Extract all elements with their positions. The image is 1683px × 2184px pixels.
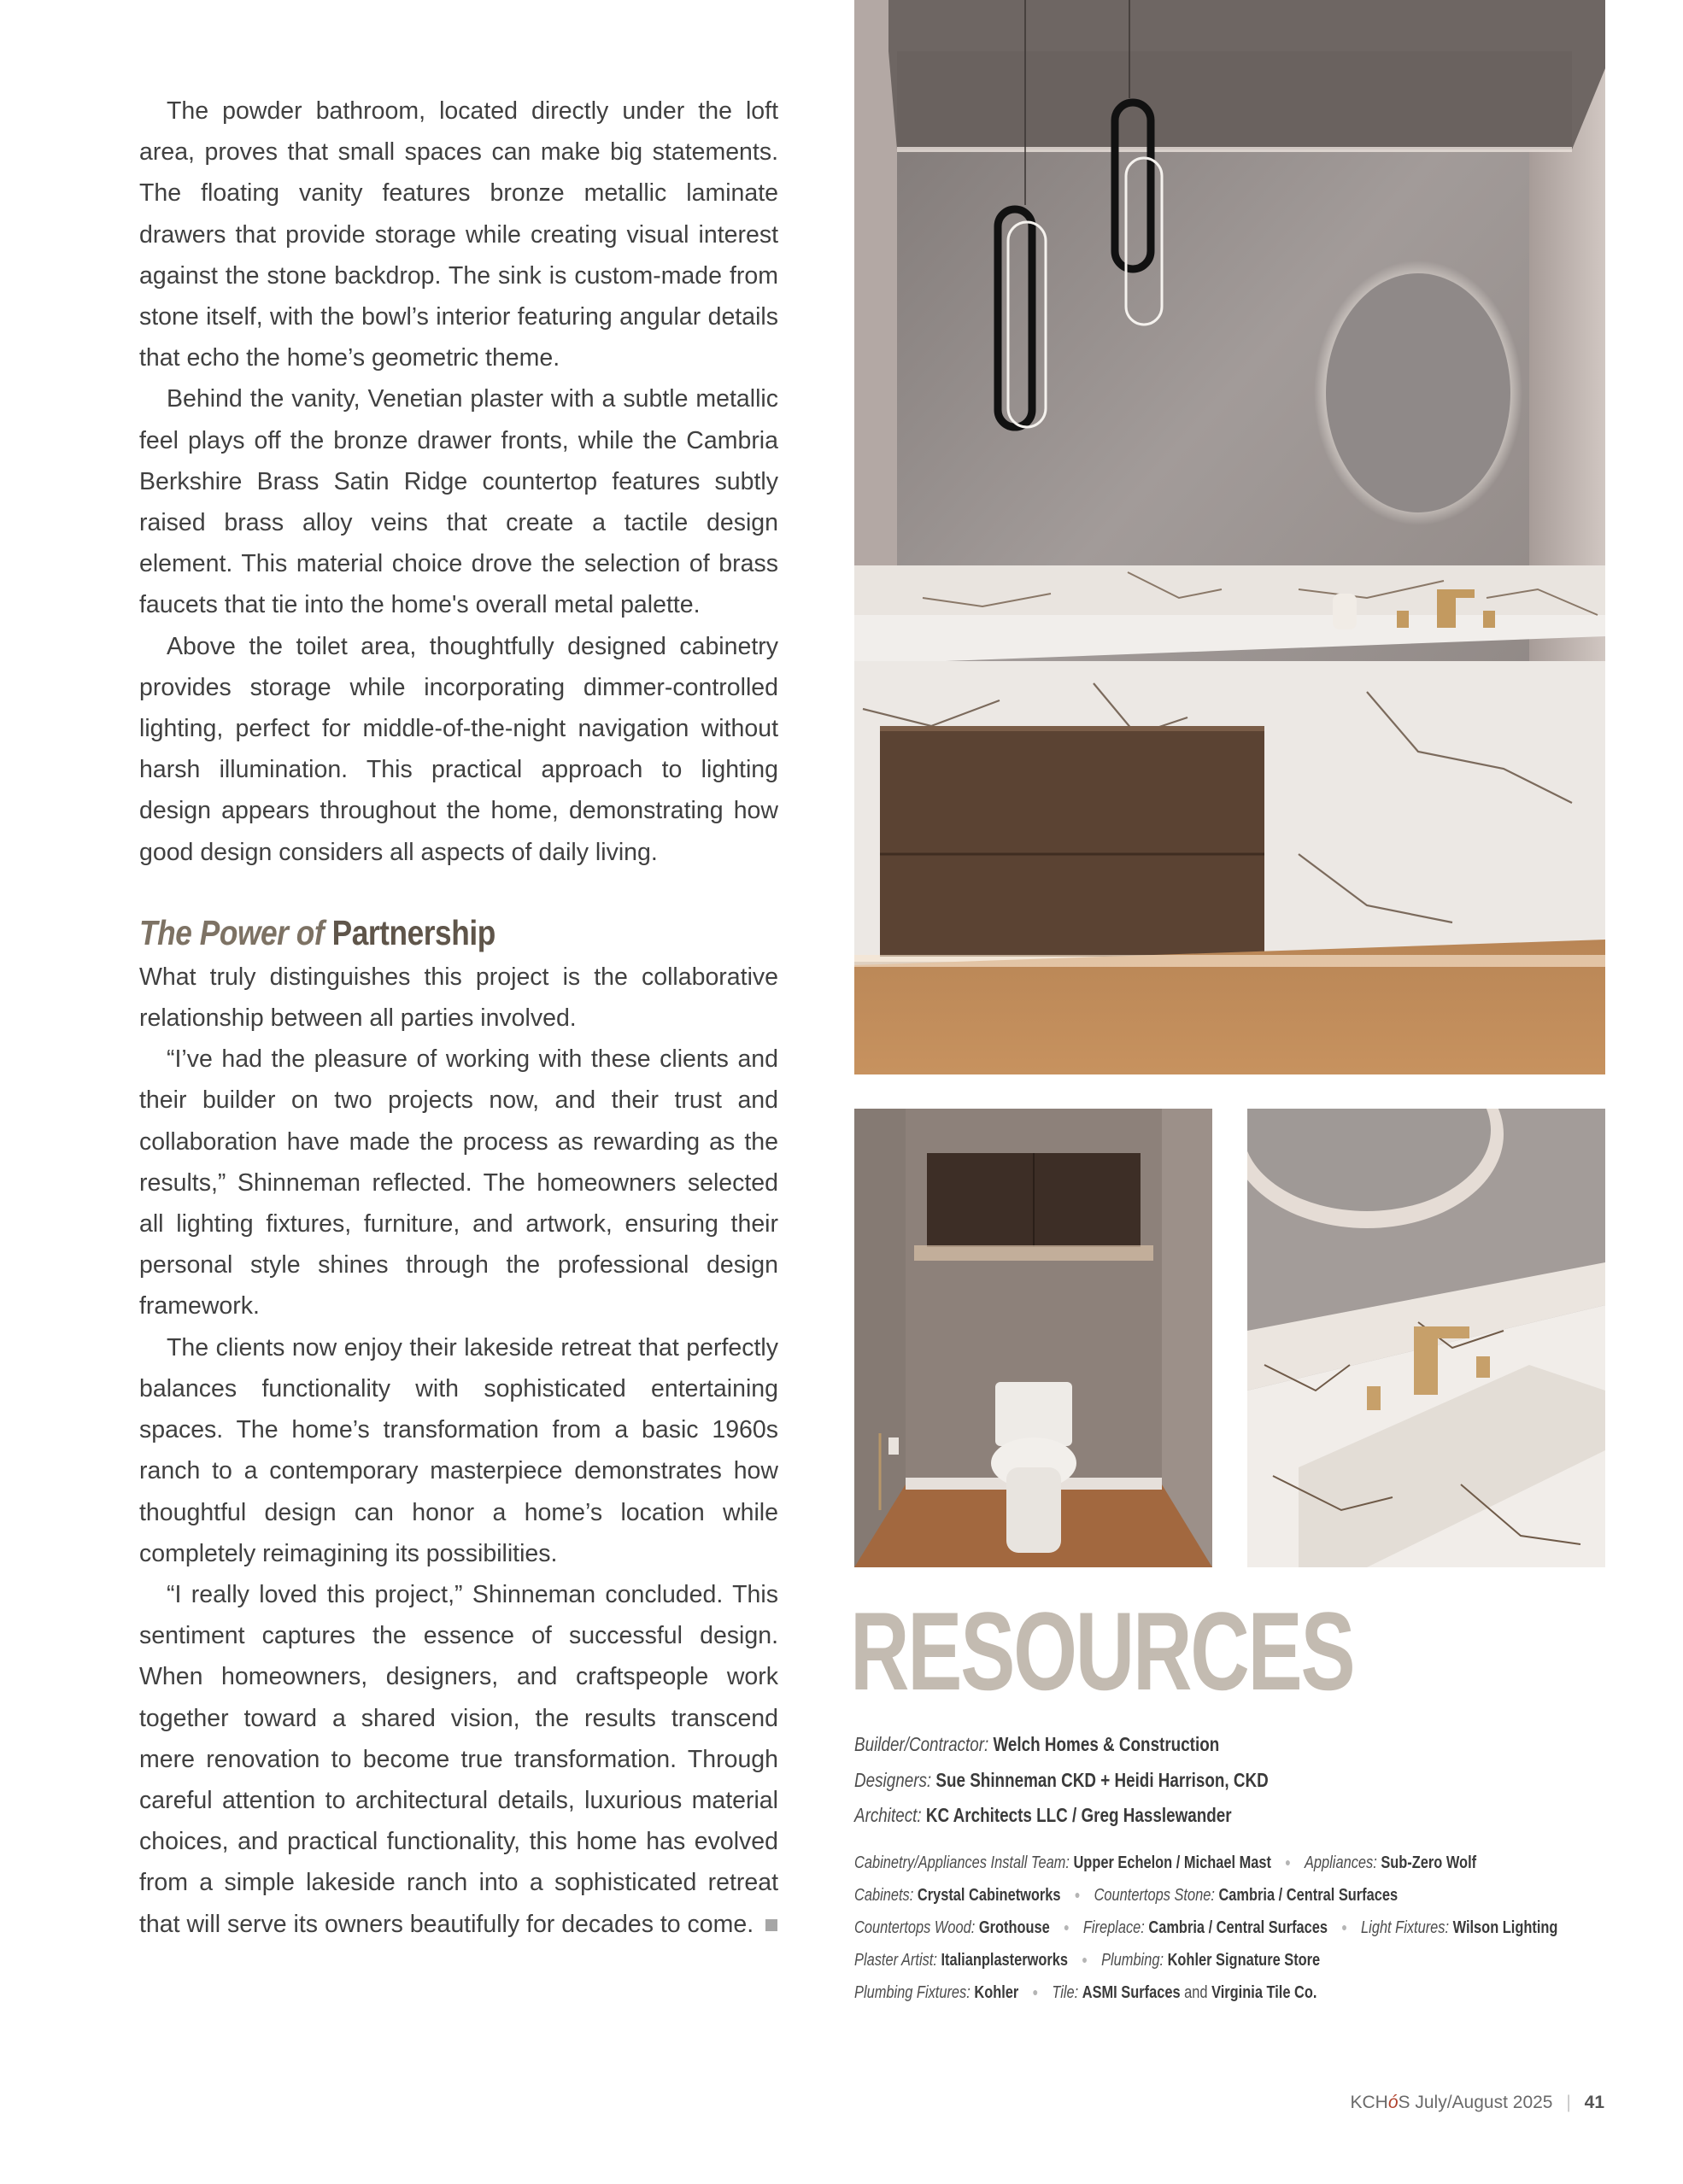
resource-label: Plumbing: bbox=[1101, 1951, 1164, 1970]
resource-label: Designers: bbox=[854, 1768, 932, 1791]
magazine-name-part: KCH bbox=[1350, 2093, 1388, 2112]
resource-row bbox=[854, 1911, 1558, 1943]
article-paragraph: Behind the vanity, Venetian plaster with a subtle metallic feel plays off the bronze drawer fronts, while the Cambria Berkshire Brass Satin Ridge countertop features subtly raised brass alloy veins that create a tactile design element. This material choice drove the selection of brass faucets that tie into the home's overall metal palette. bbox=[139, 385, 778, 619]
resource-label: Appliances: bbox=[1304, 1853, 1377, 1872]
photo-powder-bathroom-vanity bbox=[854, 0, 1605, 1074]
article-paragraph: What truly distinguishes this project is the collaborative relationship between all parties involved. bbox=[139, 963, 778, 1033]
page-footer bbox=[1351, 2093, 1605, 2113]
article-paragraph: Above the toilet area, thoughtfully designed cabinetry provides storage while incorporating dimmer-controlled lighting, perfect for middle-of-the-night navigation without harsh illumination. This practical approach to lighting design appears throughout the home, demonstrating how good design considers all aspects of daily living. bbox=[139, 632, 778, 866]
article-paragraph: “I’ve had the pleasure of working with these clients and their builder on two projects now, and their trust and collaboration have made the process as rewarding as the results,” Shinneman reflected. The homeowners selected all lighting fixtures, furniture, and artwork, ensuring their personal style shines through the professional design framework. bbox=[139, 1045, 778, 1320]
footer-divider: | bbox=[1566, 2093, 1571, 2112]
bullet-separator: ● bbox=[1082, 1953, 1088, 1967]
bullet-separator: ● bbox=[1063, 1919, 1070, 1934]
resource-label: Countertops Stone: bbox=[1094, 1885, 1215, 1905]
resource-designers bbox=[854, 1763, 1485, 1799]
resource-row bbox=[854, 1878, 1485, 1911]
subheading-light: The Power of bbox=[139, 912, 325, 952]
resources-list bbox=[854, 1727, 1623, 2008]
resource-value: Wilson Lighting bbox=[1452, 1918, 1558, 1937]
end-of-article-mark bbox=[765, 1919, 777, 1931]
resource-label: Cabinetry/Appliances Install Team: bbox=[854, 1853, 1070, 1872]
bullet-separator: ● bbox=[1032, 1985, 1039, 2000]
resource-value: Crystal Cabinetworks bbox=[917, 1885, 1061, 1905]
article-paragraph-final bbox=[139, 1574, 778, 1945]
photo-sink-detail bbox=[1247, 1109, 1605, 1567]
resource-row bbox=[854, 1943, 1485, 1976]
resource-value: Kohler Signature Store bbox=[1167, 1951, 1321, 1970]
bullet-separator: ● bbox=[1341, 1919, 1348, 1934]
final-paragraph-text: “I really loved this project,” Shinneman concluded. This sentiment captures the essence of successful design. When homeowners, designers, and craftspeople work together toward a shared vision, the results transcend mere renovation to become true transformation. Through careful attention to architectural details, luxurious material choices, and practical functionality, this home has evolved from a simple lakeside ranch into a sophisticated retreat that will serve its owners beautifully for decades to come. bbox=[139, 1580, 778, 1938]
magazine-logo-letter: ó bbox=[1387, 2093, 1399, 2112]
page-number: 41 bbox=[1584, 2093, 1604, 2112]
resource-value: Virginia Tile Co. bbox=[1211, 1983, 1317, 2003]
article-paragraph: The clients now enjoy their lakeside retreat that perfectly balances functionality with sophisticated entertaining spaces. The home’s transformation from a basic 1960s ranch to a contemporary masterpiece demonstrates how thoughtful design can honor a home’s location while completely reimagining its possibilities. bbox=[139, 1333, 778, 1567]
resource-conjunction: and bbox=[1184, 1983, 1208, 2003]
resource-label: Tile: bbox=[1052, 1983, 1079, 2003]
resources-heading: RESOURCES bbox=[850, 1589, 1354, 1713]
photo-toilet-area bbox=[854, 1109, 1212, 1567]
resource-value: ASMI Surfaces bbox=[1082, 1983, 1181, 2003]
resource-label: Builder/Contractor: bbox=[854, 1733, 989, 1755]
resource-label: Light Fixtures: bbox=[1361, 1918, 1450, 1937]
resource-value: Kohler bbox=[974, 1983, 1019, 2003]
resource-value: Upper Echelon / Michael Mast bbox=[1073, 1853, 1271, 1872]
resource-label: Plaster Artist: bbox=[854, 1951, 937, 1970]
resource-row bbox=[854, 1846, 1485, 1878]
magazine-issue: S July/August 2025 bbox=[1398, 2093, 1553, 2112]
resource-value: Grothouse bbox=[978, 1918, 1050, 1937]
resource-label: Fireplace: bbox=[1082, 1918, 1145, 1937]
bullet-separator: ● bbox=[1074, 1887, 1081, 1901]
resource-label: Plumbing Fixtures: bbox=[854, 1983, 971, 2003]
resource-row bbox=[854, 1976, 1485, 2008]
resource-label: Architect: bbox=[854, 1804, 922, 1826]
resource-value: Italianplasterworks bbox=[941, 1951, 1069, 1970]
subheading-strong: Partnership bbox=[331, 912, 496, 952]
section-subheading bbox=[139, 909, 689, 957]
resource-builder bbox=[854, 1727, 1485, 1763]
resource-value: Cambria / Central Surfaces bbox=[1148, 1918, 1328, 1937]
article-column bbox=[139, 91, 778, 1945]
bullet-separator: ● bbox=[1284, 1854, 1291, 1869]
resource-value: Sub-Zero Wolf bbox=[1381, 1853, 1477, 1872]
resource-label: Cabinets: bbox=[854, 1885, 914, 1905]
resource-architect bbox=[854, 1798, 1485, 1834]
resource-value: Cambria / Central Surfaces bbox=[1218, 1885, 1399, 1905]
article-paragraph: The powder bathroom, located directly under the loft area, proves that small spaces can make big statements. The floating vanity features bronze metallic laminate drawers that provide storage while creating visual interest against the stone backdrop. The sink is custom-made from stone itself, with the bowl’s interior featuring angular details that echo the home’s geometric theme. bbox=[139, 97, 778, 372]
resource-label: Countertops Wood: bbox=[854, 1918, 976, 1937]
magazine-name bbox=[1351, 2093, 1553, 2112]
resource-value: KC Architects LLC / Greg Hasslewander bbox=[925, 1804, 1232, 1826]
resource-value: Sue Shinneman CKD + Heidi Harrison, CKD bbox=[935, 1768, 1269, 1791]
resource-value: Welch Homes & Construction bbox=[993, 1733, 1220, 1755]
